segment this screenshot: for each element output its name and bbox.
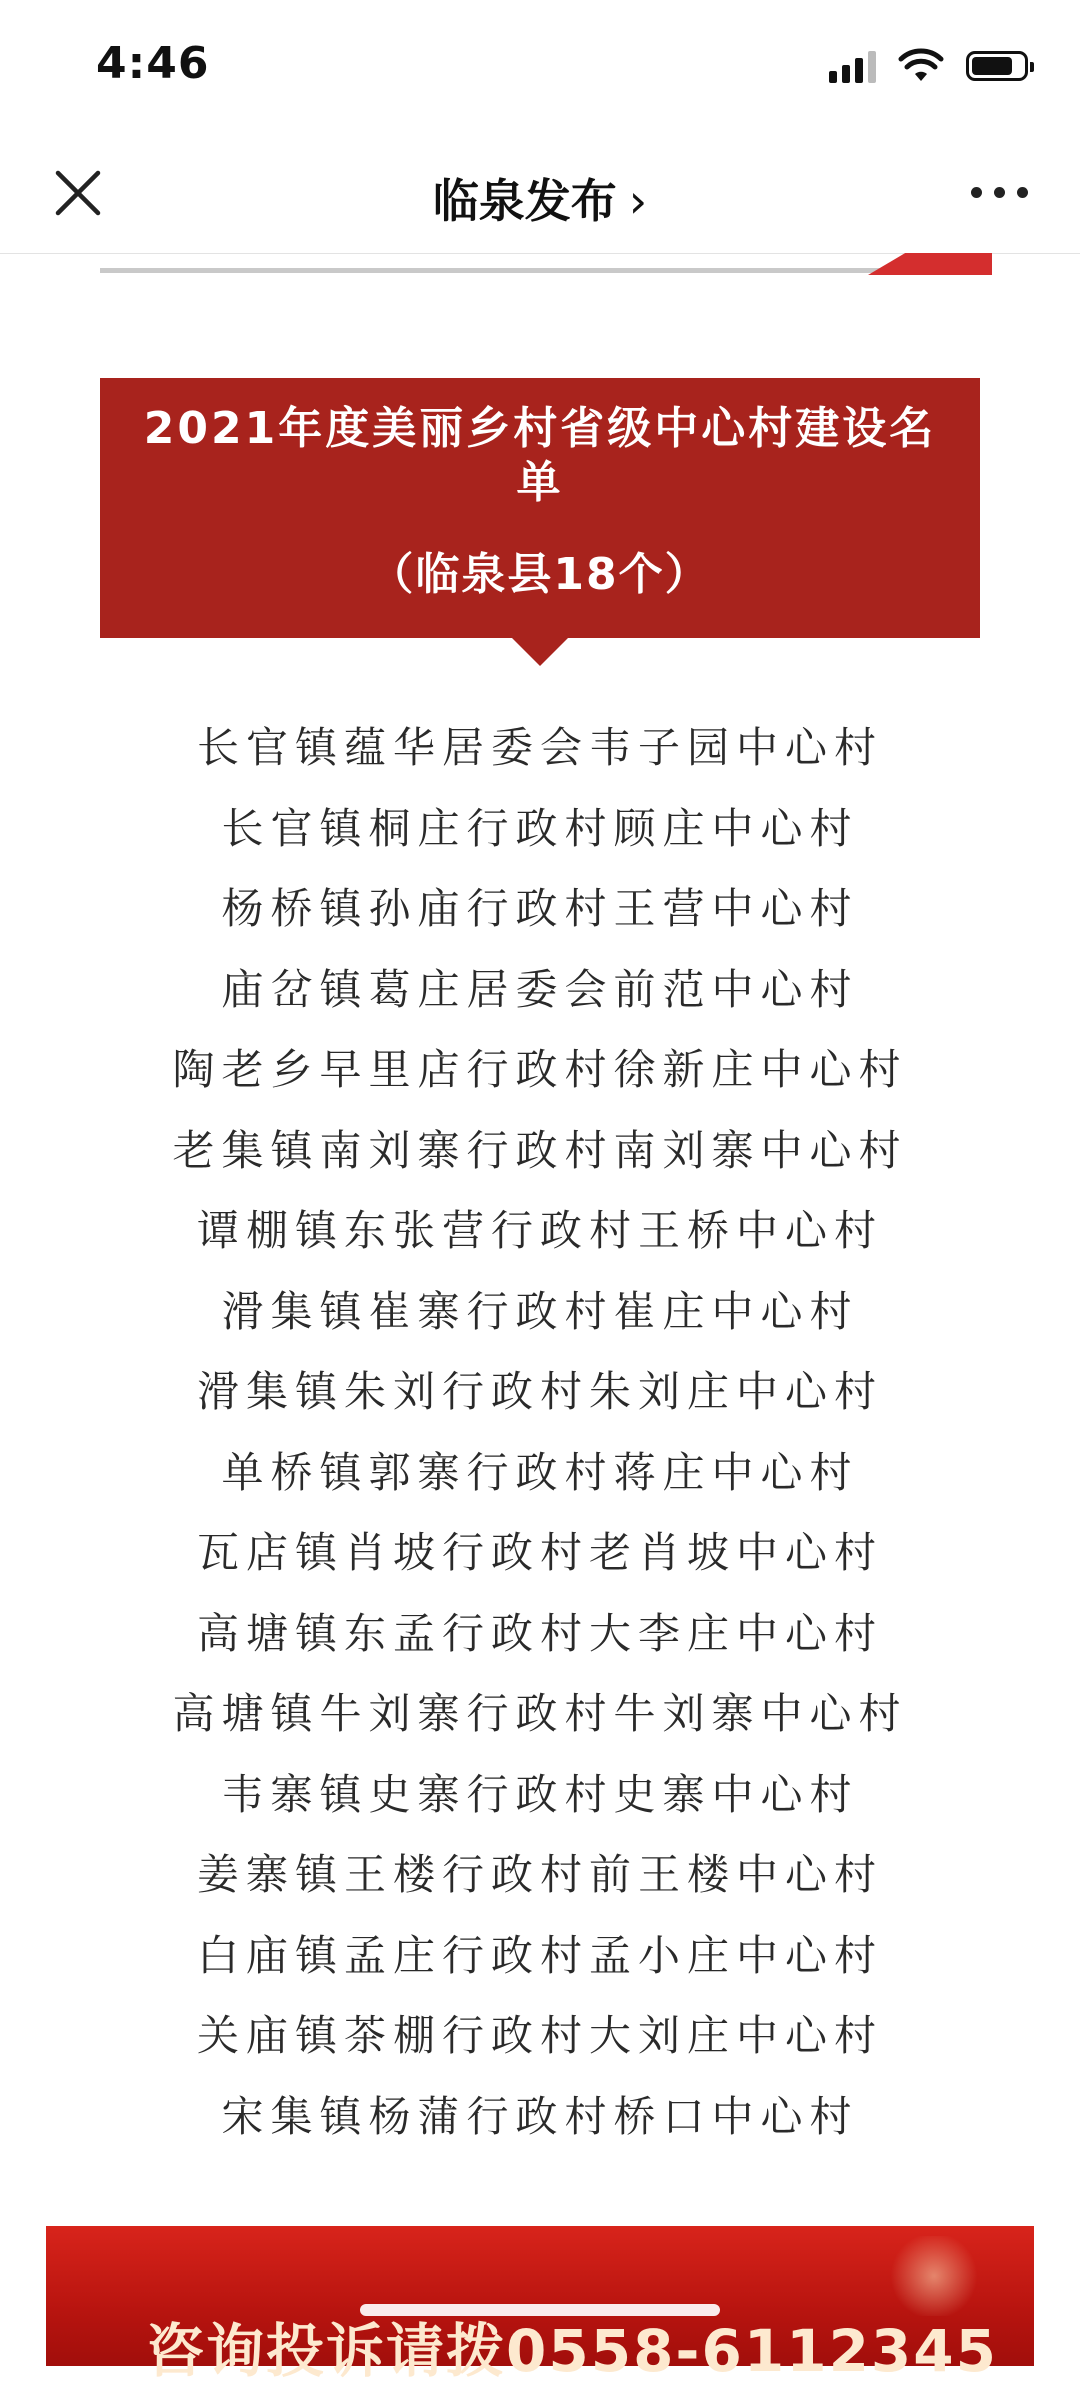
more-icon[interactable] xyxy=(971,187,1028,198)
signal-icon xyxy=(829,49,876,83)
account-name: 临泉发布 xyxy=(432,174,617,228)
list-item: 高塘镇牛刘寨行政村牛刘寨中心村 xyxy=(172,1689,908,1738)
status-bar xyxy=(0,0,1080,135)
list-item: 白庙镇孟庄行政村孟小庄中心村 xyxy=(196,1930,883,1980)
account-title-link[interactable] xyxy=(0,165,1080,231)
list-item: 姜寨镇王楼行政村前王楼中心村 xyxy=(196,1850,883,1899)
chevron-right-icon: › xyxy=(628,174,648,228)
list-item: 谭棚镇东张营行政村王桥中心村 xyxy=(196,1206,883,1255)
list-item: 长官镇蕴华居委会韦子园中心村 xyxy=(196,723,883,772)
list-item: 长官镇桐庄行政村顾庄中心村 xyxy=(221,803,859,853)
list-item: 宋集镇杨蒲行政村桥口中心村 xyxy=(221,2091,859,2141)
contact-banner-image xyxy=(46,2226,1034,2385)
village-list xyxy=(0,708,1080,2157)
home-indicator[interactable] xyxy=(360,2304,720,2316)
list-item: 瓦店镇肖坡行政村老肖坡中心村 xyxy=(196,1528,883,1577)
banner-subtitle: （临泉县18个） xyxy=(369,549,711,600)
list-item: 庙岔镇葛庄居委会前范中心村 xyxy=(221,964,859,1014)
list-item: 老集镇南刘寨行政村南刘寨中心村 xyxy=(172,1125,908,1175)
battery-icon xyxy=(966,51,1028,81)
previous-section-edge xyxy=(100,253,992,273)
nav-bar xyxy=(0,135,1080,254)
list-item: 高塘镇东孟行政村大李庄中心村 xyxy=(196,1608,883,1658)
status-icons xyxy=(829,48,1028,84)
list-item: 陶老乡早里店行政村徐新庄中心村 xyxy=(172,1045,908,1094)
banner-pointer xyxy=(510,636,570,666)
status-time: 4:46 xyxy=(96,38,210,89)
list-item: 韦寨镇史寨行政村史寨中心村 xyxy=(221,1769,859,1819)
list-item: 杨桥镇孙庙行政村王营中心村 xyxy=(221,884,859,933)
list-item: 滑集镇朱刘行政村朱刘庄中心村 xyxy=(196,1367,883,1416)
list-item: 关庙镇茶棚行政村大刘庄中心村 xyxy=(196,2011,883,2060)
section-title-banner xyxy=(100,378,980,638)
contact-banner-text: 咨询投诉请拨0558-6112345 xyxy=(146,2317,998,2385)
list-item: 单桥镇郭寨行政村蒋庄中心村 xyxy=(221,1447,859,1497)
wifi-icon xyxy=(898,48,944,84)
banner-title: 2021年度美丽乡村省级中心村建设名单 xyxy=(143,403,937,508)
list-item: 滑集镇崔寨行政村崔庄中心村 xyxy=(221,1286,859,1336)
